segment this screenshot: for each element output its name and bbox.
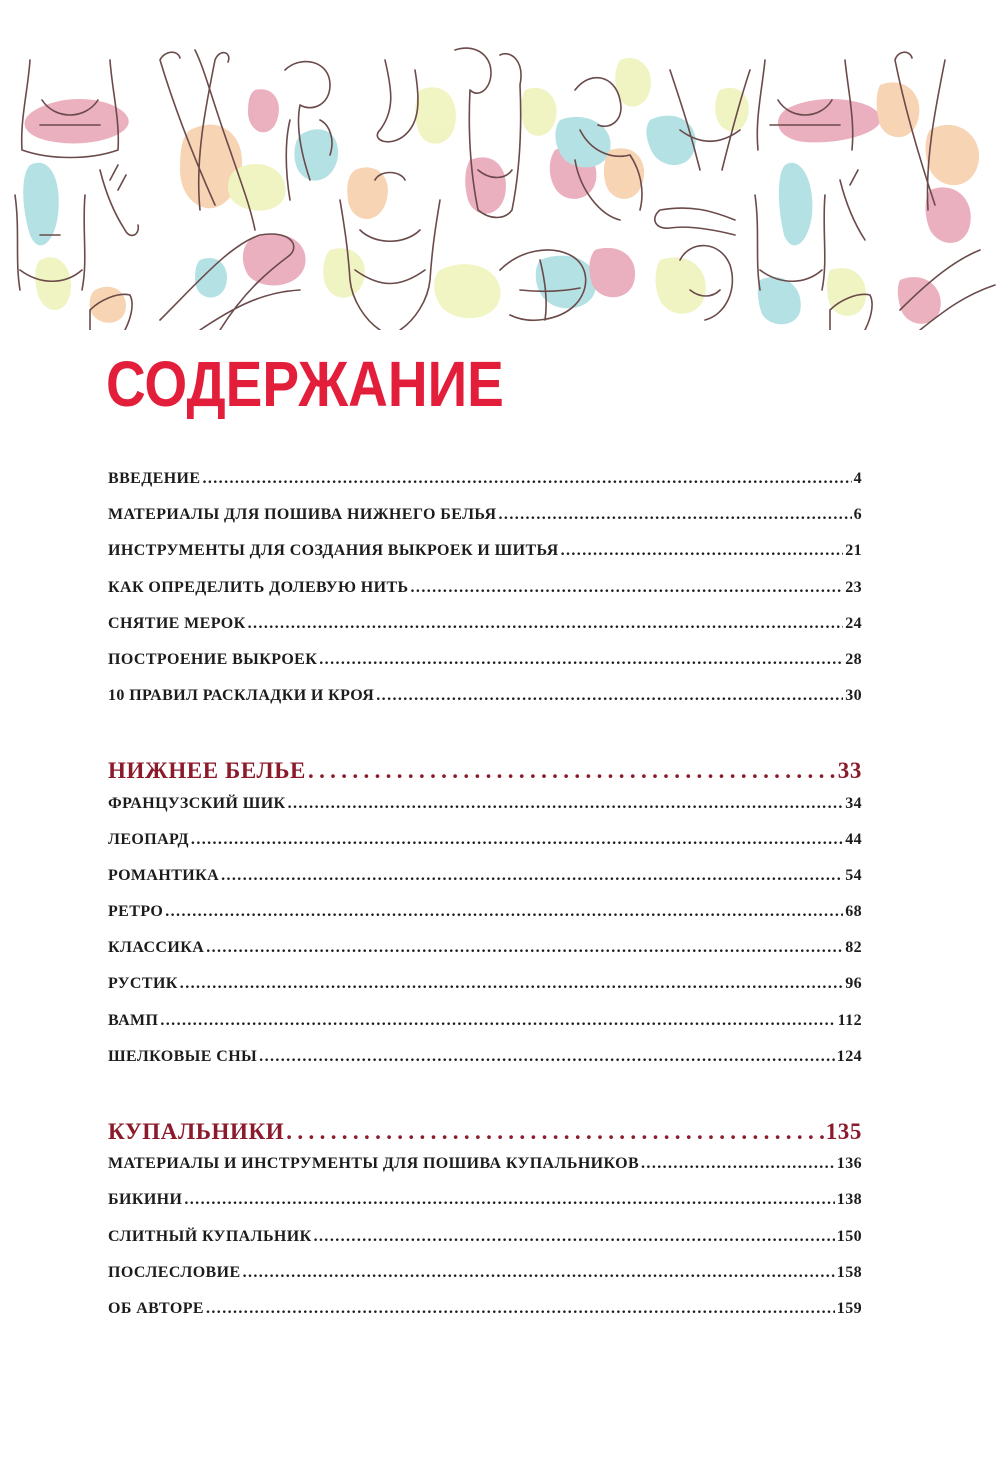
toc-page-number: 138 bbox=[836, 1191, 862, 1209]
toc-entry-label: ИНСТРУМЕНТЫ ДЛЯ СОЗДАНИЯ ВЫКРОЕК И ШИТЬЯ bbox=[108, 542, 559, 560]
toc-entry-label: КАК ОПРЕДЕЛИТЬ ДОЛЕВУЮ НИТЬ bbox=[108, 578, 409, 596]
toc-entry[interactable] bbox=[108, 1155, 862, 1191]
dot-leader bbox=[319, 651, 843, 669]
toc-entry-label: СНЯТИЕ МЕРОК bbox=[108, 614, 246, 632]
toc-entry-label: ПОСЛЕСЛОВИЕ bbox=[108, 1263, 241, 1281]
toc-entry[interactable] bbox=[108, 975, 862, 1011]
toc-page-number: 96 bbox=[845, 975, 862, 993]
pastel-blobs bbox=[23, 58, 979, 324]
table-of-contents bbox=[108, 470, 862, 1336]
toc-page-number: 136 bbox=[836, 1155, 862, 1173]
dot-leader bbox=[206, 1300, 835, 1318]
toc-page-number: 6 bbox=[853, 506, 862, 524]
toc-page-number: 28 bbox=[845, 650, 862, 668]
dot-leader bbox=[286, 1119, 823, 1145]
toc-entry-label: МАТЕРИАЛЫ ДЛЯ ПОШИВА НИЖНЕГО БЕЛЬЯ bbox=[108, 506, 497, 524]
dot-leader bbox=[561, 542, 844, 560]
dot-leader bbox=[314, 1228, 835, 1246]
toc-entry-label: МАТЕРИАЛЫ И ИНСТРУМЕНТЫ ДЛЯ ПОШИВА КУПАЛЬНИКОВ bbox=[108, 1155, 640, 1173]
dot-leader bbox=[248, 615, 844, 633]
section-spacer bbox=[108, 723, 862, 758]
toc-entry-label: ПОСТРОЕНИЕ ВЫКРОЕК bbox=[108, 650, 318, 668]
toc-page-number: 112 bbox=[837, 1011, 862, 1029]
toc-entry-label: КЛАССИКА bbox=[108, 939, 205, 957]
toc-entry[interactable] bbox=[108, 506, 862, 542]
toc-entry[interactable] bbox=[108, 470, 862, 506]
toc-entry[interactable] bbox=[108, 1300, 862, 1336]
toc-entry-label: ОБ АВТОРЕ bbox=[108, 1299, 204, 1317]
dot-leader bbox=[411, 579, 844, 597]
toc-entry[interactable] bbox=[108, 579, 862, 615]
toc-entry[interactable] bbox=[108, 542, 862, 578]
dot-leader bbox=[288, 795, 844, 813]
toc-entry[interactable] bbox=[108, 1264, 862, 1300]
toc-entry[interactable] bbox=[108, 687, 862, 723]
toc-entry-label: РУСТИК bbox=[108, 975, 178, 993]
dot-leader bbox=[308, 758, 836, 784]
toc-page-number: 124 bbox=[836, 1047, 862, 1065]
toc-entry[interactable] bbox=[108, 1048, 862, 1084]
toc-entry-label: СЛИТНЫЙ КУПАЛЬНИК bbox=[108, 1227, 312, 1245]
dot-leader bbox=[243, 1264, 835, 1282]
toc-entry[interactable] bbox=[108, 615, 862, 651]
toc-page-number: 159 bbox=[836, 1299, 862, 1317]
toc-entry-label: ЛЕОПАРД bbox=[108, 830, 189, 848]
dot-leader bbox=[259, 1048, 835, 1066]
dot-leader bbox=[165, 903, 843, 921]
toc-entry-label: ВАМП bbox=[108, 1011, 159, 1029]
toc-page-number: 82 bbox=[845, 939, 862, 957]
toc-page-number: 44 bbox=[845, 830, 862, 848]
toc-entry[interactable] bbox=[108, 1191, 862, 1227]
dot-leader bbox=[376, 687, 843, 705]
section-spacer bbox=[108, 1084, 862, 1119]
dot-leader bbox=[641, 1155, 835, 1173]
toc-section-label: КУПАЛЬНИКИ bbox=[108, 1119, 285, 1144]
toc-page-number: 150 bbox=[836, 1227, 862, 1245]
toc-entry-label: 10 ПРАВИЛ РАСКЛАДКИ И КРОЯ bbox=[108, 687, 375, 705]
toc-entry[interactable] bbox=[108, 651, 862, 687]
toc-entry-label: РЕТРО bbox=[108, 903, 164, 921]
toc-section-label: НИЖНЕЕ БЕЛЬЕ bbox=[108, 758, 306, 784]
toc-page-number: 24 bbox=[845, 614, 862, 632]
toc-page-number: 158 bbox=[836, 1263, 862, 1281]
dot-leader bbox=[202, 470, 851, 488]
toc-entry[interactable] bbox=[108, 1012, 862, 1048]
line-art-female-figures-illustration bbox=[0, 30, 1000, 330]
toc-page-number: 34 bbox=[845, 794, 862, 812]
dot-leader bbox=[206, 939, 843, 957]
toc-entry[interactable] bbox=[108, 867, 862, 903]
dot-leader bbox=[221, 867, 843, 885]
dot-leader bbox=[180, 975, 843, 993]
toc-page-number: 23 bbox=[845, 578, 862, 596]
page-title: СОДЕРЖАНИЕ bbox=[106, 348, 504, 420]
toc-entry[interactable] bbox=[108, 795, 862, 831]
toc-entry[interactable] bbox=[108, 903, 862, 939]
line-art-banner bbox=[0, 30, 1000, 330]
toc-entry-label: БИКИНИ bbox=[108, 1191, 183, 1209]
dot-leader bbox=[499, 506, 852, 524]
toc-page-number: 54 bbox=[845, 866, 862, 884]
toc-entry[interactable] bbox=[108, 1228, 862, 1264]
toc-page-number: 30 bbox=[845, 687, 862, 705]
toc-page-number: 33 bbox=[837, 758, 862, 784]
toc-page-number: 135 bbox=[825, 1119, 862, 1144]
toc-entry[interactable] bbox=[108, 831, 862, 867]
toc-page-number: 68 bbox=[845, 903, 862, 921]
toc-page-number: 4 bbox=[853, 470, 862, 487]
toc-page-number: 21 bbox=[845, 542, 862, 560]
toc-entry-label: ШЕЛКОВЫЕ СНЫ bbox=[108, 1047, 258, 1065]
toc-section-heading[interactable] bbox=[108, 1119, 862, 1155]
toc-entry-label: РОМАНТИКА bbox=[108, 866, 220, 884]
toc-entry[interactable] bbox=[108, 939, 862, 975]
toc-entry-label: ВВЕДЕНИЕ bbox=[108, 470, 201, 487]
toc-entry-label: ФРАНЦУЗСКИЙ ШИК bbox=[108, 794, 286, 812]
dot-leader bbox=[160, 1012, 835, 1030]
toc-section-heading[interactable] bbox=[108, 758, 862, 794]
dot-leader bbox=[191, 831, 843, 849]
dot-leader bbox=[184, 1191, 834, 1209]
